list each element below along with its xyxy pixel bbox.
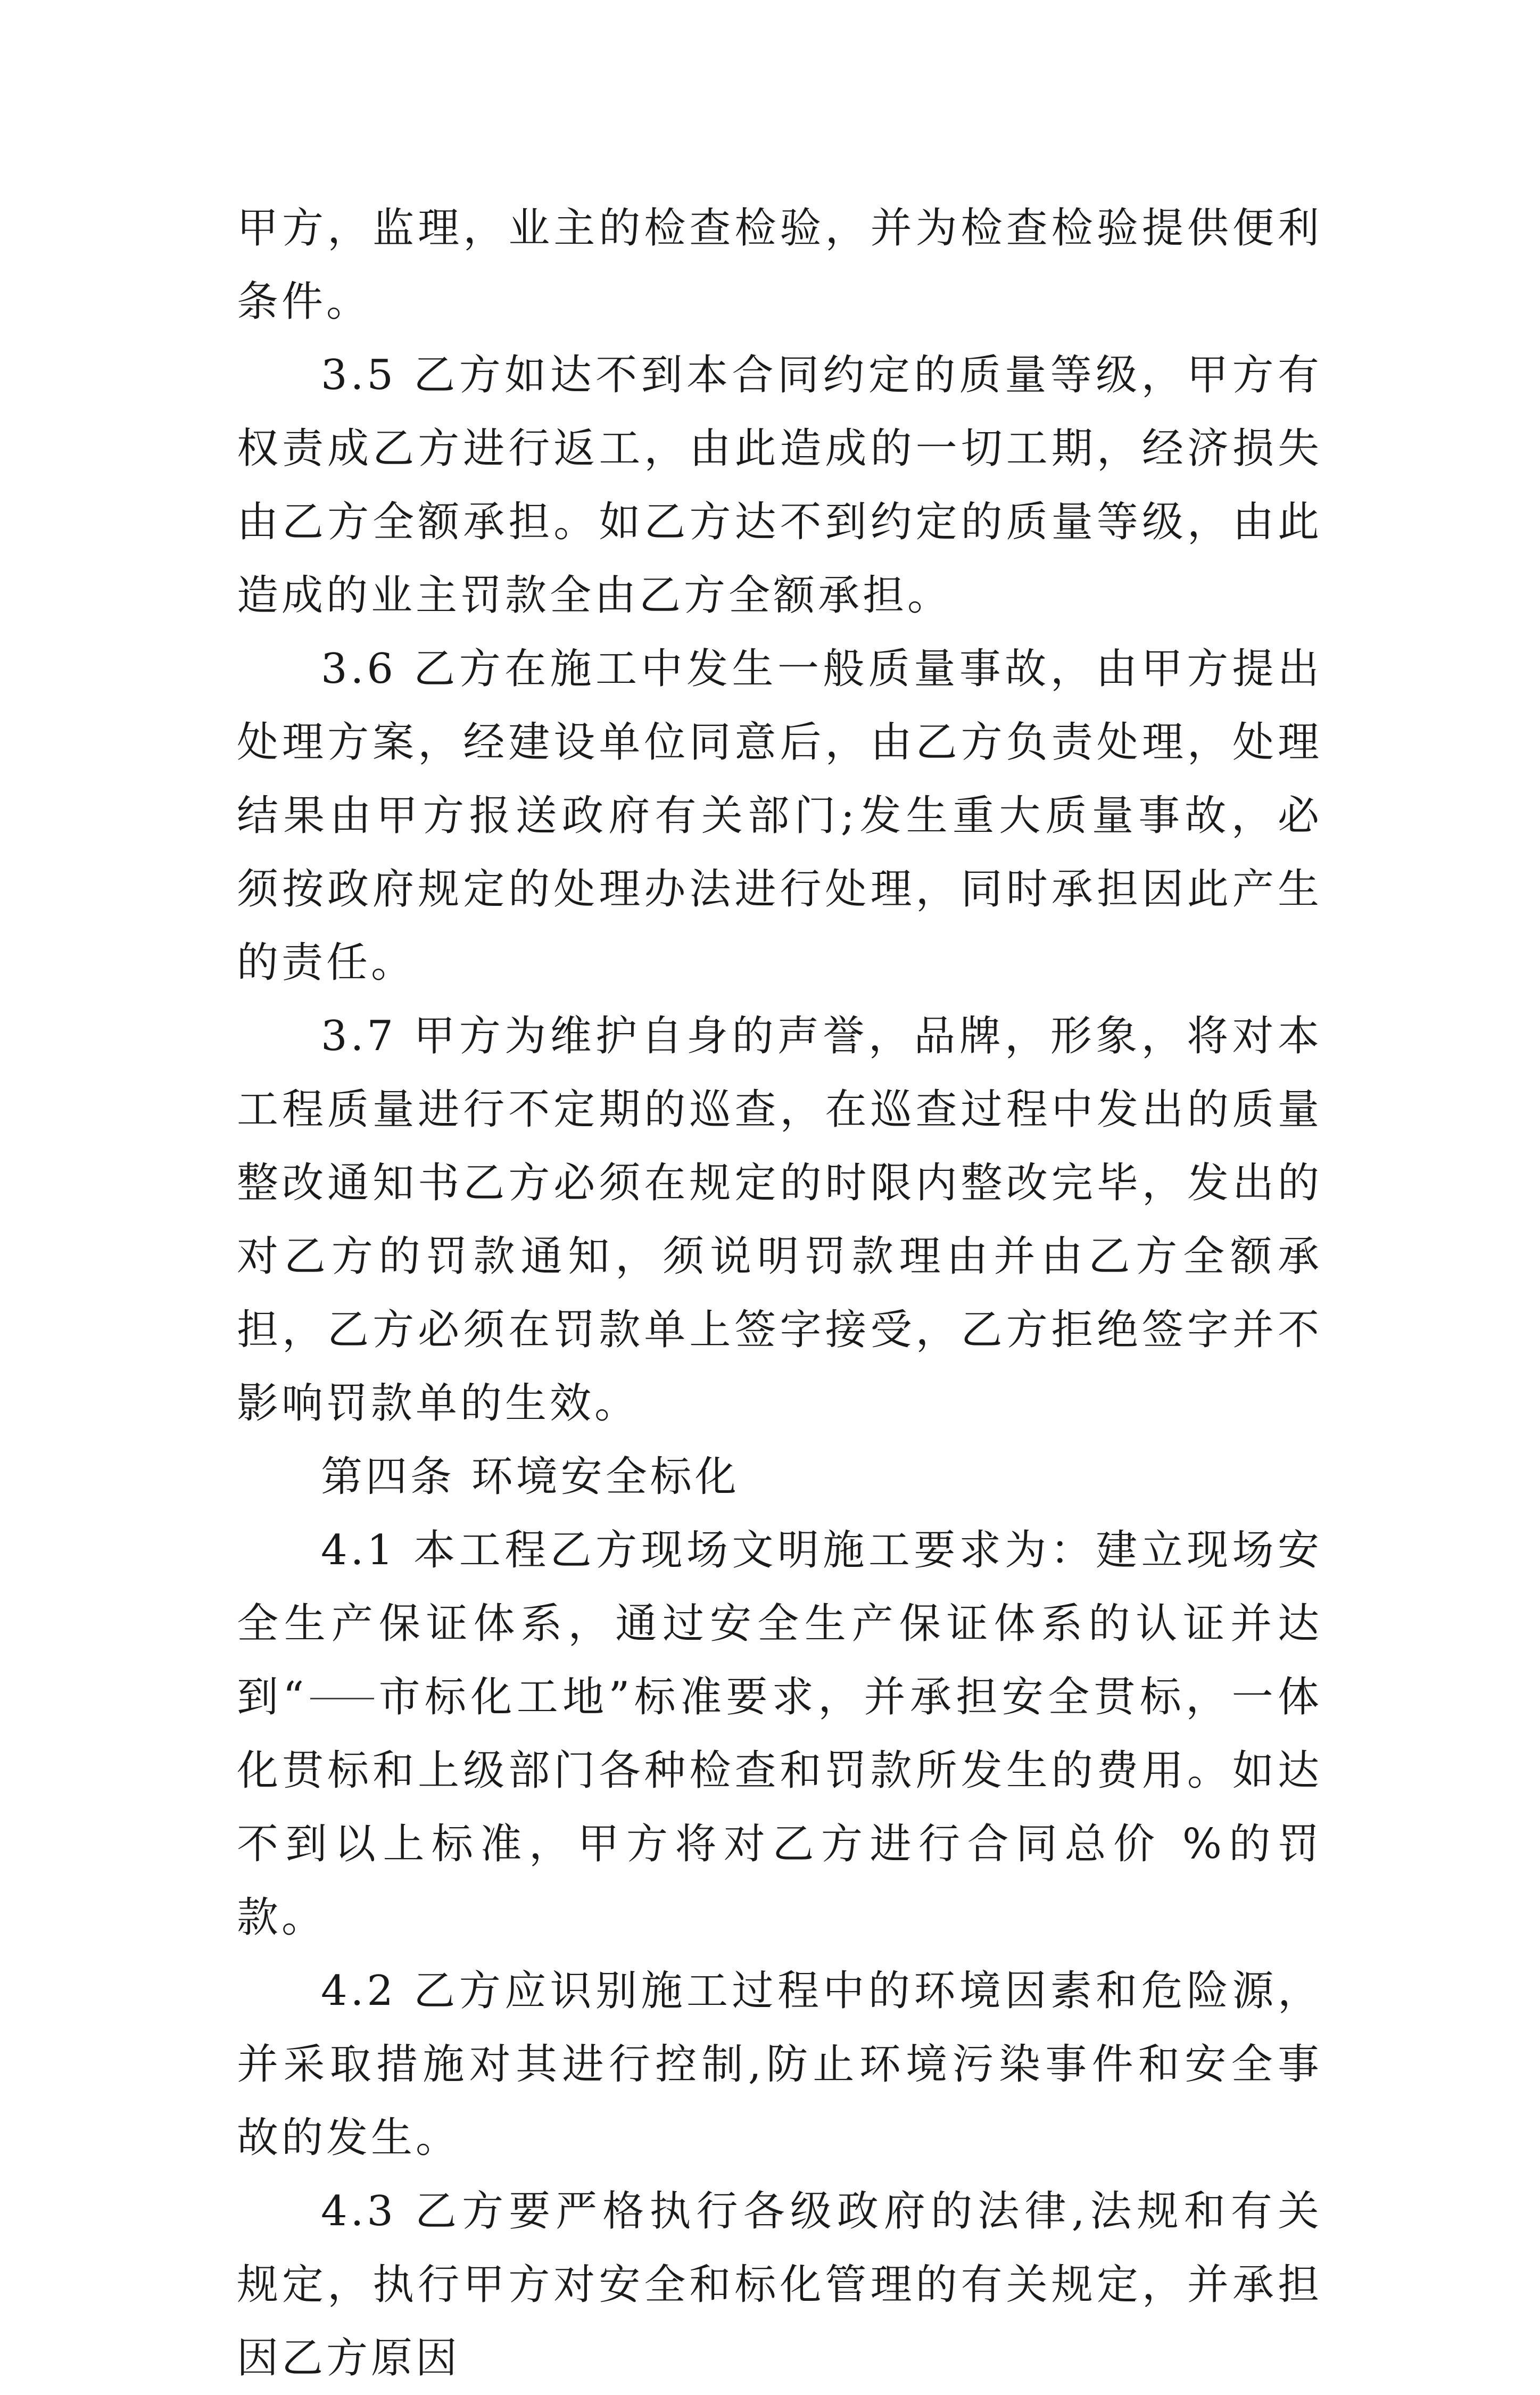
paragraph-3-6: 3.6 乙方在施工中发生一般质量事故，由甲方提出处理方案，经建设单位同意后，由乙方负责处理，处理结果由甲方报送政府有关部门;发生重大质量事故，必须按政府规定的处理办法进行处理，同时承担因此产生的责任。 [237,645,1322,987]
paragraph-3-5: 3.5 乙方如达不到本合同约定的质量等级，甲方有权责成乙方进行返工，由此造成的一切工期，经济损失由乙方全额承担。如乙方达不到约定的质量等级，由此造成的业主罚款全由乙方全额承担。 [237,351,1322,620]
fill-in-blank [310,1697,374,1699]
paragraph-3-7: 3.7 甲方为维护自身的声誉，品牌，形象，将对本工程质量进行不定期的巡查，在巡查过程中发出的质量整改通知书乙方必须在规定的时限内整改完毕，发出的对乙方的罚款通知，须说明罚款理由并由乙方全额承担，乙方必须在罚款单上签字接受，乙方拒绝签字并不影响罚款单的生效。 [237,1012,1322,1427]
paragraph-4-1-part-1: 4.1 本工程乙方现场文明施工要求为：建立现场安全生产保证体系，通过安全生产保证体系的认证并达到“ [237,1526,1322,1721]
paragraph-4-1-part-2: 市标化工地”标准要求，并承担安全贯标，一体化贯标和上级部门各种检查和罚款所发生的费用。如达不到以上标准，甲方将对乙方进行合同总价 %的罚款。 [237,1673,1322,1942]
paragraph-4-3: 4.3 乙方要严格执行各级政府的法律,法规和有关规定，执行甲方对安全和标化管理的有关规定，并承担因乙方原因 [237,2187,1322,2382]
paragraph-3-4-continuation: 甲方，监理，业主的检查检验，并为检查检验提供便利条件。 [237,204,1322,326]
paragraph-4-2: 4.2 乙方应识别施工过程中的环境因素和危险源，并采取措施对其进行控制,防止环境污染事件和安全事故的发生。 [237,1967,1322,2162]
document-body [237,192,1322,2395]
section-heading-article-4: 第四条 环境安全标化 [321,1453,740,1501]
paragraph-4-1 [237,1514,1322,1954]
